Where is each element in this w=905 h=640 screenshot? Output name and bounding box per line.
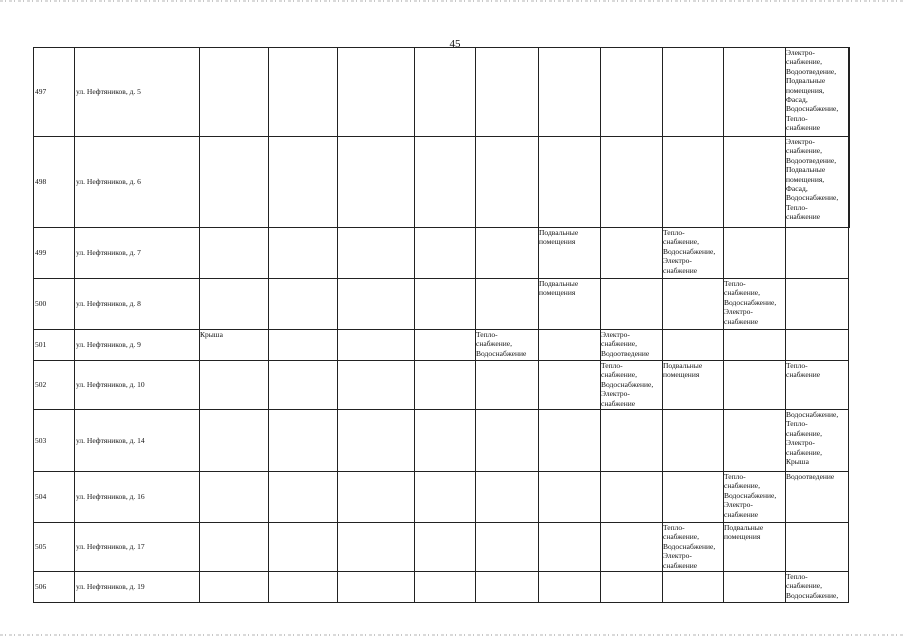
work-cell — [724, 361, 786, 410]
work-cell: Подвальные помещения — [539, 228, 601, 279]
work-cell — [539, 48, 601, 137]
work-cell — [200, 472, 269, 523]
work-cell — [601, 472, 663, 523]
row-number: 505 — [34, 523, 75, 572]
work-cell — [724, 330, 786, 361]
work-cell — [663, 137, 724, 228]
work-cell: Тепло- снабжение, Водоснабжение, Электро- снабжение — [663, 228, 724, 279]
work-cell: Тепло- снабжение, Водоснабжение, Электро- снабжение — [724, 279, 786, 330]
work-cell — [663, 472, 724, 523]
row-number: 497 — [34, 48, 75, 137]
work-cell — [476, 523, 539, 572]
row-number: 502 — [34, 361, 75, 410]
address-cell: ул. Нефтяников, д. 8 — [75, 279, 200, 330]
work-cell — [200, 48, 269, 137]
work-cell — [724, 48, 786, 137]
table-row — [34, 330, 850, 361]
work-cell: Подвальные помещения — [663, 361, 724, 410]
work-cell — [601, 48, 663, 137]
work-cell — [663, 330, 724, 361]
row-number: 504 — [34, 472, 75, 523]
work-cell — [338, 361, 415, 410]
work-cell — [539, 572, 601, 603]
work-cell — [601, 523, 663, 572]
work-cell — [200, 361, 269, 410]
work-cell: Водоснабжение, Тепло- снабжение, Электро- снабжение, Крыша — [786, 410, 849, 472]
work-cell — [724, 228, 786, 279]
work-cell — [338, 137, 415, 228]
scan-edge-top — [0, 0, 905, 2]
page-number: 45 — [449, 38, 461, 50]
work-cell: Электро- снабжение, Водоотведение, Подвальные помещения, Фасад, Водоснабжение, Тепло- снабжение — [786, 137, 849, 228]
work-cell — [476, 472, 539, 523]
work-cell — [601, 572, 663, 603]
address-cell: ул. Нефтяников, д. 17 — [75, 523, 200, 572]
work-cell — [415, 523, 476, 572]
work-cell — [476, 48, 539, 137]
table-row — [34, 228, 850, 279]
work-cell — [200, 279, 269, 330]
work-cell — [338, 410, 415, 472]
work-cell: Подвальные помещения — [724, 523, 786, 572]
row-number: 503 — [34, 410, 75, 472]
work-cell — [338, 523, 415, 572]
work-cell: Крыша — [200, 330, 269, 361]
work-cell — [269, 330, 338, 361]
work-cell — [415, 48, 476, 137]
work-cell — [476, 361, 539, 410]
work-cell — [601, 228, 663, 279]
table-body — [34, 48, 850, 603]
work-cell — [415, 361, 476, 410]
work-cell — [601, 410, 663, 472]
work-cell: Подвальные помещения — [539, 279, 601, 330]
table-row — [34, 361, 850, 410]
work-cell — [415, 472, 476, 523]
work-cell — [601, 279, 663, 330]
work-cell — [200, 137, 269, 228]
work-cell — [200, 572, 269, 603]
work-cell — [724, 410, 786, 472]
row-number: 500 — [34, 279, 75, 330]
work-cell — [663, 48, 724, 137]
address-cell: ул. Нефтяников, д. 14 — [75, 410, 200, 472]
work-cell — [269, 523, 338, 572]
work-cell — [269, 361, 338, 410]
work-cell — [269, 572, 338, 603]
work-cell — [724, 137, 786, 228]
work-cell — [269, 410, 338, 472]
work-cell — [539, 410, 601, 472]
work-cell — [539, 137, 601, 228]
work-cell — [476, 137, 539, 228]
row-number: 506 — [34, 572, 75, 603]
table-row — [34, 472, 850, 523]
address-cell: ул. Нефтяников, д. 9 — [75, 330, 200, 361]
work-cell — [601, 137, 663, 228]
work-cell — [786, 330, 849, 361]
work-cell — [338, 279, 415, 330]
work-cell: Водоотведение — [786, 472, 849, 523]
work-cell — [415, 137, 476, 228]
work-cell — [338, 228, 415, 279]
work-cell: Тепло- снабжение — [786, 361, 849, 410]
table-row — [34, 523, 850, 572]
work-cell — [338, 330, 415, 361]
work-cell — [786, 279, 849, 330]
table-row — [34, 279, 850, 330]
work-cell — [786, 523, 849, 572]
address-cell: ул. Нефтяников, д. 10 — [75, 361, 200, 410]
repair-schedule-table — [33, 47, 850, 603]
work-cell: Тепло- снабжение, Водоснабжение, — [786, 572, 849, 603]
table-row — [34, 572, 850, 603]
work-cell: Электро- снабжение, Водоотведение, Подвальные помещения, Фасад, Водоснабжение, Тепло- снабжение — [786, 48, 849, 137]
work-cell — [338, 572, 415, 603]
scan-edge-bottom — [0, 634, 905, 636]
table-row — [34, 48, 850, 137]
work-cell — [269, 137, 338, 228]
work-cell — [724, 572, 786, 603]
address-cell: ул. Нефтяников, д. 5 — [75, 48, 200, 137]
table-row — [34, 410, 850, 472]
work-cell — [476, 572, 539, 603]
work-cell — [269, 279, 338, 330]
work-cell — [849, 48, 850, 137]
work-cell — [269, 472, 338, 523]
work-cell — [200, 228, 269, 279]
work-cell: Электро- снабжение, Водоотведение — [601, 330, 663, 361]
work-cell — [415, 330, 476, 361]
work-cell — [415, 228, 476, 279]
work-cell: Тепло- снабжение, Водоснабжение — [476, 330, 539, 361]
work-cell — [476, 228, 539, 279]
row-number: 499 — [34, 228, 75, 279]
work-cell — [338, 472, 415, 523]
work-cell — [476, 279, 539, 330]
work-cell — [200, 523, 269, 572]
work-cell — [539, 330, 601, 361]
address-cell: ул. Нефтяников, д. 19 — [75, 572, 200, 603]
work-cell: Тепло- снабжение, Водоснабжение, Электро- снабжение — [724, 472, 786, 523]
work-cell — [539, 472, 601, 523]
work-cell — [539, 523, 601, 572]
work-cell — [269, 48, 338, 137]
work-cell — [539, 361, 601, 410]
work-cell — [663, 279, 724, 330]
address-cell: ул. Нефтяников, д. 16 — [75, 472, 200, 523]
row-number: 501 — [34, 330, 75, 361]
work-cell — [415, 279, 476, 330]
work-cell — [663, 572, 724, 603]
work-cell — [415, 410, 476, 472]
work-cell — [269, 228, 338, 279]
address-cell: ул. Нефтяников, д. 7 — [75, 228, 200, 279]
work-cell — [849, 137, 850, 228]
work-cell — [663, 410, 724, 472]
address-cell: ул. Нефтяников, д. 6 — [75, 137, 200, 228]
table-row — [34, 137, 850, 228]
work-cell: Тепло- снабжение, Водоснабжение, Электро- снабжение — [601, 361, 663, 410]
work-cell: Тепло- снабжение, Водоснабжение, Электро- снабжение — [663, 523, 724, 572]
work-cell — [415, 572, 476, 603]
work-cell — [786, 228, 849, 279]
work-cell — [338, 48, 415, 137]
work-cell — [200, 410, 269, 472]
work-cell — [476, 410, 539, 472]
row-number: 498 — [34, 137, 75, 228]
